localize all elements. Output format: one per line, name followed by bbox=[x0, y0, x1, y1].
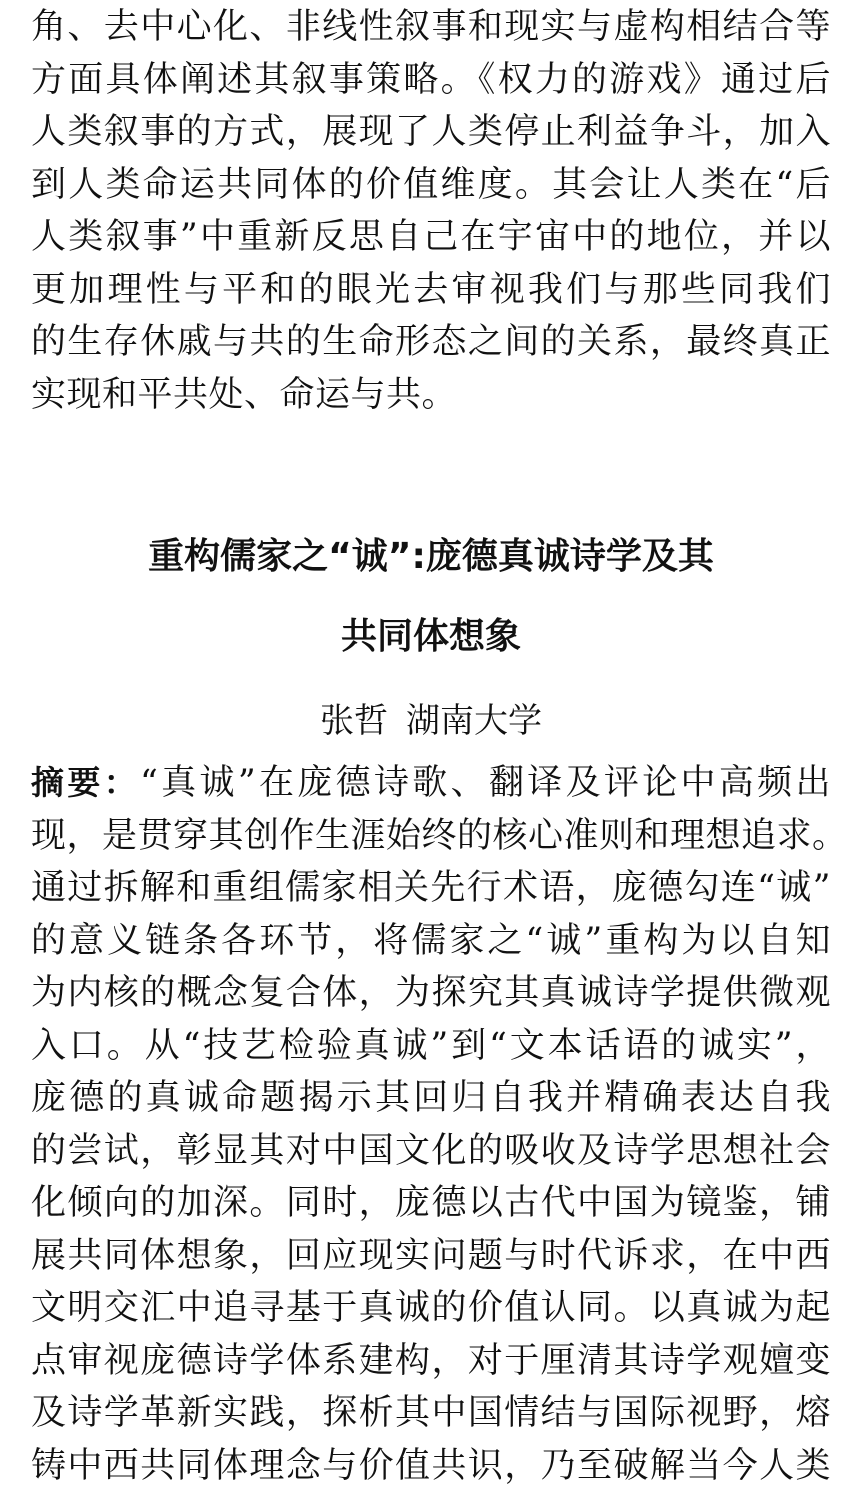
author-byline bbox=[31, 691, 831, 751]
document-page bbox=[31, 0, 848, 1492]
paragraph-line: 的尝试，彰显其对中国文化的吸收及诗学思想社会 bbox=[31, 1130, 831, 1171]
paragraph-line: 实现和平共处、命运与共。 bbox=[31, 374, 458, 415]
paragraph-line: 铸中西共同体理念与价值共识，乃至破解当今人类 bbox=[31, 1445, 831, 1486]
paragraph-line: 角、去中心化、非线性叙事和现实与虚构相结合等 bbox=[31, 7, 831, 47]
paragraph-line: 点审视庞德诗学体系建构，对于厘清其诗学观嬗变 bbox=[31, 1340, 831, 1381]
paragraph-line: 到人类命运共同体的价值维度。其会让人类在“后 bbox=[31, 164, 831, 205]
paragraph-line: 人类叙事的方式，展现了人类停止利益争斗，加入 bbox=[31, 112, 831, 152]
paragraph-line: 展共同体想象，回应现实问题与时代诉求，在中西 bbox=[31, 1235, 831, 1276]
paragraph-line: 的意义链条各环节，将儒家之“诚”重构为以自知 bbox=[31, 920, 831, 961]
paragraph-line: 方面具体阐述其叙事策略。《权力的游戏》通过后 bbox=[31, 59, 831, 100]
abstract-text: “真诚”在庞德诗歌、翻译及评论中高频出 bbox=[139, 763, 832, 803]
abstract-label: 摘要： bbox=[31, 763, 140, 802]
article-title-line-2: 共同体想象 bbox=[340, 616, 521, 657]
paragraph-line: 现，是贯穿其创作生涯始终的核心准则和理想追求。 bbox=[31, 815, 848, 856]
abstract bbox=[31, 757, 848, 1492]
paragraph-line: 入口。从“技艺检验真诚”到“文本话语的诚实”， bbox=[31, 1025, 831, 1066]
author-affiliation: 湖南大学 bbox=[406, 701, 542, 741]
article-title bbox=[31, 517, 831, 677]
paragraph-line: 更加理性与平和的眼光去审视我们与那些同我们 bbox=[31, 269, 831, 310]
previous-article-conclusion bbox=[31, 0, 831, 421]
abstract-first-line bbox=[31, 757, 831, 810]
paragraph-line: 通过拆解和重组儒家相关先行术语，庞德勾连“诚” bbox=[31, 868, 831, 908]
paragraph-line: 为内核的概念复合体，为探究其真诚诗学提供微观 bbox=[31, 973, 831, 1013]
article-title-line-1: 重构儒家之“诚”:庞德真诚诗学及其 bbox=[148, 536, 714, 577]
paragraph-line: 的生存休戚与共的生命形态之间的关系，最终真正 bbox=[31, 322, 831, 362]
paragraph-line: 文明交汇中追寻基于真诚的价值认同。以真诚为起 bbox=[31, 1288, 831, 1328]
author-name: 张哲 bbox=[320, 701, 388, 741]
paragraph-line: 人类叙事”中重新反思自己在宇宙中的地位，并以 bbox=[31, 217, 831, 257]
paragraph-line: 化倾向的加深。同时，庞德以古代中国为镜鉴，铺 bbox=[31, 1183, 831, 1223]
paragraph-line: 庞德的真诚命题揭示其回归自我并精确表达自我 bbox=[31, 1078, 831, 1118]
paragraph-line: 及诗学革新实践，探析其中国情结与国际视野，熔 bbox=[31, 1393, 831, 1433]
